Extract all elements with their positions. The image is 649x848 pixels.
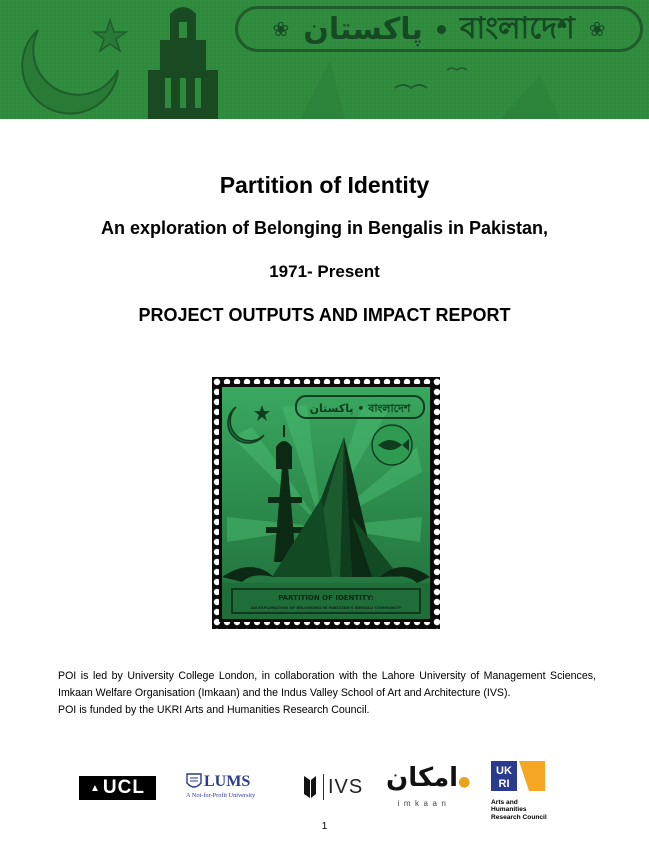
banner-script-label bbox=[235, 6, 643, 52]
document-years: 1971- Present bbox=[269, 262, 380, 281]
stamp-illustration bbox=[212, 377, 440, 629]
stamp-script-text: پاکستان • বাংলাদেশ bbox=[309, 402, 411, 415]
ukri-ahrc-logo bbox=[491, 761, 556, 821]
ukri-council-label: Arts and Humanities Research Council bbox=[491, 799, 547, 821]
stamp-caption-title: PARTITION OF IDENTITY: bbox=[278, 594, 374, 602]
flower-icon: ❀ bbox=[588, 17, 606, 41]
ivs-logo bbox=[303, 772, 363, 802]
partners-text: POI is led by University College London, in collaboration with the Lahore University of Management Sciences, Imkaan Welfare Organisation (Imkaan) and the Indus Valley School of Art and Architecture (IVS). bbox=[58, 670, 596, 699]
flower-icon: ❀ bbox=[272, 17, 290, 41]
lums-crest-icon bbox=[186, 773, 202, 791]
ivs-mark-icon bbox=[303, 774, 317, 800]
imkaan-logo bbox=[386, 763, 471, 808]
imkaan-wordmark: imkaan bbox=[397, 799, 451, 808]
imkaan-accent-icon: ● bbox=[458, 774, 471, 790]
header-banner bbox=[0, 0, 649, 119]
ivs-divider bbox=[323, 774, 324, 800]
document-title: Partition of Identity bbox=[219, 172, 430, 198]
document-subtitle: An exploration of Belonging in Bengalis in Pakistan, bbox=[100, 218, 549, 238]
funding-text: POI is funded by the UKRI Arts and Humanities Research Council. bbox=[58, 704, 370, 716]
ukri-mark-icon bbox=[491, 761, 545, 791]
ucl-logo-text: UCL bbox=[102, 777, 145, 798]
lums-tagline: A Not-for-Profit University bbox=[186, 792, 256, 799]
lums-name: LUMS bbox=[204, 773, 251, 790]
imkaan-script: امکان● bbox=[386, 763, 471, 793]
ucl-arrow-icon: ▲ bbox=[90, 782, 101, 794]
banner-bengali-text: বাংলাদেশ bbox=[459, 10, 575, 46]
ivs-text: IVS bbox=[328, 775, 364, 798]
stamp-caption-sub: AN EXPLORATION OF BELONGING IN PAKISTAN'S BENGALI COMMUNITY bbox=[250, 605, 402, 610]
svg-text:UK: UK bbox=[496, 765, 512, 777]
separator-dot bbox=[437, 25, 446, 34]
ucl-logo bbox=[79, 776, 156, 800]
svg-text:RI: RI bbox=[498, 778, 510, 790]
report-heading: PROJECT OUTPUTS AND IMPACT REPORT bbox=[138, 305, 511, 325]
partners-paragraph bbox=[58, 668, 596, 719]
lums-logo bbox=[186, 773, 266, 799]
banner-urdu-text: پاکستان bbox=[303, 11, 423, 47]
page-number: 1 bbox=[321, 821, 328, 832]
